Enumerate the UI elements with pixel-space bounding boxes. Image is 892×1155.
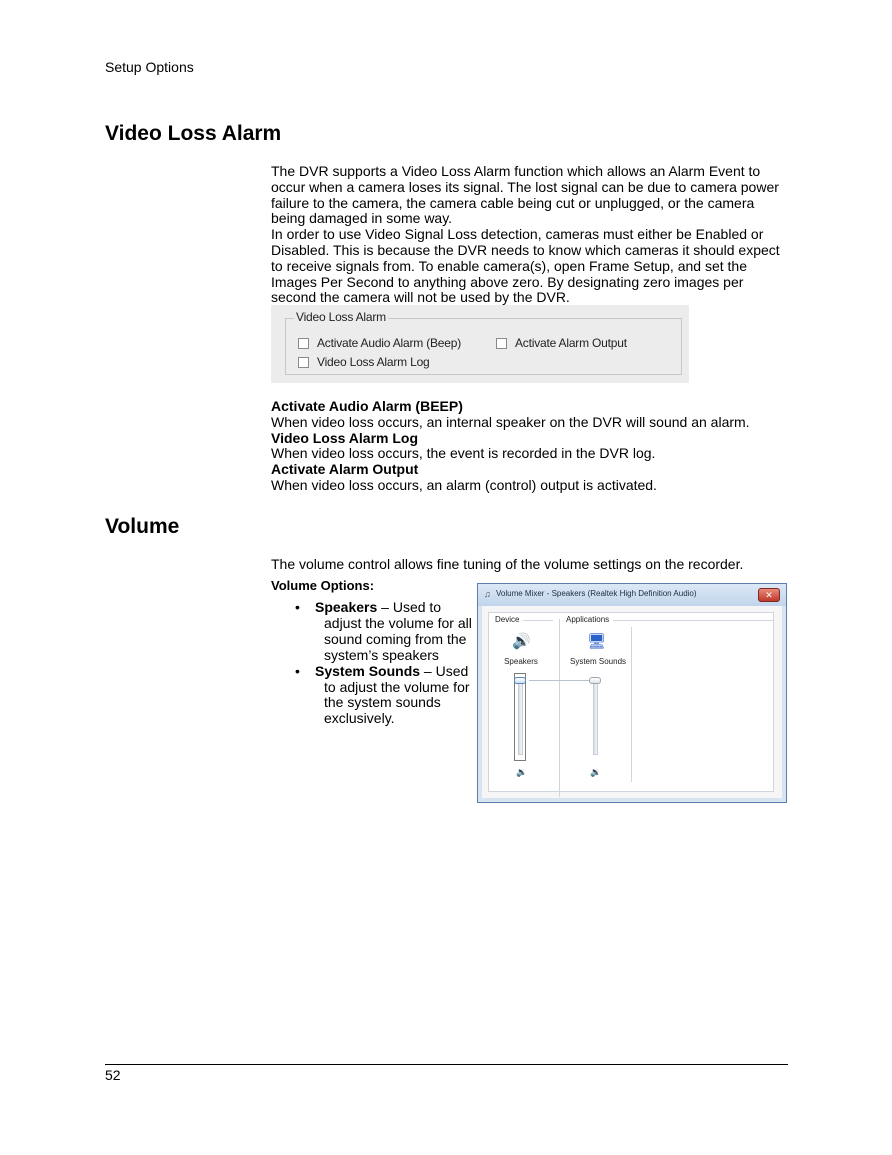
group-title: Video Loss Alarm	[296, 310, 386, 324]
volume-options-list	[295, 600, 475, 727]
speakers-slider-thumb[interactable]	[514, 677, 526, 684]
bullet-icon: •	[295, 662, 300, 679]
definition-desc: When video loss occurs, an alarm (control) output is activated.	[271, 476, 657, 493]
video-loss-description	[271, 164, 791, 306]
alarm-output-label: Activate Alarm Output	[515, 336, 627, 350]
definition-term: Activate Audio Alarm (BEEP)	[271, 398, 463, 414]
system-sounds-icon: 🖥	[587, 633, 607, 650]
speakers-device-icon: 🔊	[512, 633, 531, 650]
mixer-title-bar	[478, 584, 786, 606]
option-desc: – Used	[420, 662, 469, 679]
system-sounds-slider-thumb[interactable]	[589, 677, 601, 684]
divider	[523, 620, 553, 621]
option-desc: sound coming from the	[324, 630, 467, 647]
divider	[613, 620, 773, 621]
alarm-log-label: Video Loss Alarm Log	[317, 355, 430, 369]
speaker-app-icon: ♫	[484, 589, 491, 599]
checkbox-row-alarm-log[interactable]	[298, 355, 430, 369]
volume-intro: The volume control allows fine tuning of the volume settings on the recorder.	[271, 556, 744, 572]
option-desc: to adjust the volume for	[324, 678, 470, 695]
definition-term: Video Loss Alarm Log	[271, 429, 419, 446]
option-desc: system’s speakers	[324, 646, 439, 663]
video-loss-para-1: The DVR supports a Video Loss Alarm function which allows an Alarm Event to occur when a camera loses its signal. The lost signal can be due to camera power failure to the camera, the camera cable being cut or unplugged, or the camera being damaged in some way.	[271, 163, 779, 227]
footer-divider	[105, 1064, 788, 1065]
volume-heading: Volume	[105, 515, 180, 538]
page-number: 52	[105, 1067, 121, 1083]
mixer-body	[482, 606, 782, 798]
option-term: System Sounds	[315, 662, 421, 679]
option-desc: – Used to	[377, 599, 442, 615]
speakers-mute-icon[interactable]: 🔉	[516, 767, 528, 777]
running-header: Setup Options	[105, 59, 194, 75]
video-loss-heading: Video Loss Alarm	[105, 122, 282, 145]
definition-term: Activate Alarm Output	[271, 461, 419, 478]
volume-options-title: Volume Options:	[271, 578, 375, 593]
checkbox-row-audio-alarm[interactable]	[298, 336, 461, 350]
definitions-list	[271, 399, 750, 494]
definition-desc: When video loss occurs, an internal speaker on the DVR will sound an alarm.	[271, 413, 750, 430]
option-term: Speakers	[315, 599, 378, 615]
system-sounds-mute-icon[interactable]: 🔉	[590, 767, 602, 777]
checkbox-row-alarm-output[interactable]	[496, 336, 627, 350]
mixer-title: Volume Mixer - Speakers (Realtek High Definition Audio)	[496, 589, 697, 598]
video-loss-alarm-group	[285, 310, 682, 375]
bullet-icon: •	[295, 599, 300, 615]
video-loss-para-2: In order to use Video Signal Loss detection, cameras must either be Enabled or Disabled. This is because the DVR needs to know which cameras it should expect to receive signals from. To enable camera(s), open Frame Setup, and set the Images Per Second to anything above zero. By designating zero images per second the camera will not be used by the DVR.	[271, 226, 780, 306]
definition-desc: When video loss occurs, the event is recorded in the DVR log.	[271, 445, 656, 462]
speakers-label: Speakers	[504, 657, 538, 666]
video-loss-alarm-screenshot	[271, 305, 689, 383]
alarm-output-checkbox[interactable]	[496, 338, 507, 349]
slider-link-line	[529, 680, 591, 681]
mixer-panel	[488, 612, 774, 792]
close-button[interactable]: ✕	[758, 588, 780, 602]
divider	[631, 627, 632, 782]
option-desc: the system sounds	[324, 694, 441, 711]
system-sounds-label: System Sounds	[569, 657, 627, 666]
list-item	[295, 600, 475, 664]
list-item	[295, 664, 475, 728]
audio-alarm-checkbox[interactable]	[298, 338, 309, 349]
applications-section-label: Applications	[566, 615, 610, 624]
speakers-slider-track[interactable]	[518, 677, 523, 755]
volume-mixer-window	[477, 583, 787, 803]
alarm-log-checkbox[interactable]	[298, 357, 309, 368]
divider	[559, 619, 560, 797]
option-desc: exclusively.	[324, 710, 395, 727]
system-sounds-slider-track[interactable]	[593, 677, 598, 755]
option-desc: adjust the volume for all	[324, 614, 472, 631]
audio-alarm-label: Activate Audio Alarm (Beep)	[317, 336, 462, 350]
device-section-label: Device	[495, 615, 520, 624]
